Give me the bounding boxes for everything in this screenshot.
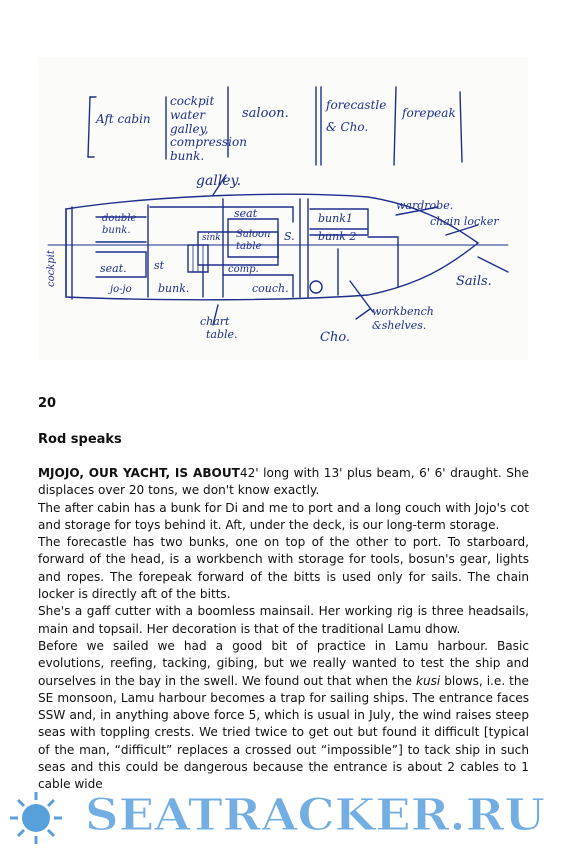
- label-chart-1: chart: [200, 315, 230, 328]
- label-workbench-2: &shelves.: [372, 319, 427, 332]
- label-bunk2: bunk 2: [318, 230, 357, 243]
- label-double-bunk-2: bunk.: [102, 225, 131, 236]
- label-saloon-table-1: Saloon: [236, 229, 271, 240]
- paragraph-text: Before we sailed we had a good bit of practice in Lamu harbour. Basic evolutions, reefing, tacking, gibing, but we really wanted to test the ship and ourselves in the bay in the swell. We found out that when the: [38, 638, 529, 688]
- paragraph-text: 42' long with 13' plus beam, 6' 6' draught. She displaces over 20 tons, we don't know exactly.: [38, 466, 529, 498]
- paragraph: She's a gaff cutter with a boomless mainsail. Her working rig is three headsails, main and topsail. Her decoration is that of the traditional Lamu dhow.: [38, 604, 529, 636]
- label-bunk1: bunk1: [318, 212, 353, 225]
- label-galley: galley.: [196, 173, 242, 189]
- label-compression: compression: [170, 135, 247, 149]
- label-cockpit: cockpit: [170, 94, 215, 108]
- chapter-number: 20: [38, 396, 57, 411]
- label-st: st: [154, 259, 165, 272]
- label-sink: sink: [202, 233, 221, 243]
- label-bunk-hdr: bunk.: [170, 149, 205, 163]
- label-jojo: jo-jo: [110, 284, 132, 295]
- label-saloon: saloon.: [242, 106, 289, 121]
- label-wardrobe: wardrobe.: [396, 199, 454, 212]
- label-cockpit-side: cockpit: [46, 250, 57, 287]
- watermark: [0, 770, 566, 850]
- label-couch: couch.: [252, 282, 289, 295]
- italic-word: kusi: [415, 673, 441, 688]
- label-galley-hdr: galley,: [170, 122, 209, 136]
- label-chart-2: table.: [206, 328, 238, 341]
- paragraph: The forecastle has two bunks, one on top of the other to port. To starboard, forward of the head, is a workbench with storage for tools, bosun's gear, lights and ropes. The forepeak forward of the bitts is used only for sails. The chain locker is directly aft of the bitts.: [38, 535, 529, 602]
- label-aft-cabin: Aft cabin: [96, 112, 151, 126]
- label-comp: comp.: [228, 264, 259, 275]
- label-s-mark: S.: [284, 230, 295, 243]
- lead-in: MJOJO, OUR YACHT, IS ABOUT: [38, 466, 240, 480]
- label-chain-locker: chain locker: [430, 215, 499, 228]
- section-title: Rod speaks: [38, 432, 122, 447]
- label-cho: Cho.: [320, 330, 351, 345]
- label-workbench-1: workbench: [372, 305, 434, 318]
- label-forecastle: forecastle: [326, 98, 387, 112]
- label-seat-top: seat: [234, 207, 258, 220]
- label-saloon-table-2: table: [236, 241, 262, 252]
- yacht-layout-sketch: [38, 57, 528, 360]
- label-seat-bottom: seat.: [100, 262, 127, 275]
- label-double-bunk-1: double: [102, 213, 137, 224]
- watermark-text: SEATRACKER.RU: [85, 790, 545, 841]
- label-sails: Sails.: [456, 274, 492, 289]
- paragraph: [38, 465, 529, 500]
- yacht-plan-drawing: [38, 57, 528, 360]
- sun-icon: [10, 792, 62, 844]
- label-bunk-bottom: bunk.: [158, 282, 190, 295]
- label-cho-hdr: & Cho.: [326, 120, 369, 134]
- paragraph-text: blows, i.e. the SE monsoon, Lamu harbour becomes a trap for sailing ships. The entrance faces SSW and, in anything above force 5, which is usual in July, the wind raises steep seas with toppling crests. We tried twice to get out but found it difficult [typical of the man, “difficult” replaces a crossed out “impossible”] to tack ship in such seas and this could be dangerous because the entrance is about 2 cables to 1 cable wide: [38, 673, 529, 792]
- paragraph: The after cabin has a bunk for Di and me to port and a long couch with Jojo's cot and storage for toys behind it. Aft, under the deck, is our long-term storage.: [38, 500, 529, 532]
- body-text: [38, 465, 529, 794]
- label-water: water: [170, 108, 206, 122]
- label-forepeak: forepeak: [402, 106, 456, 120]
- watermark-logo: [0, 770, 566, 850]
